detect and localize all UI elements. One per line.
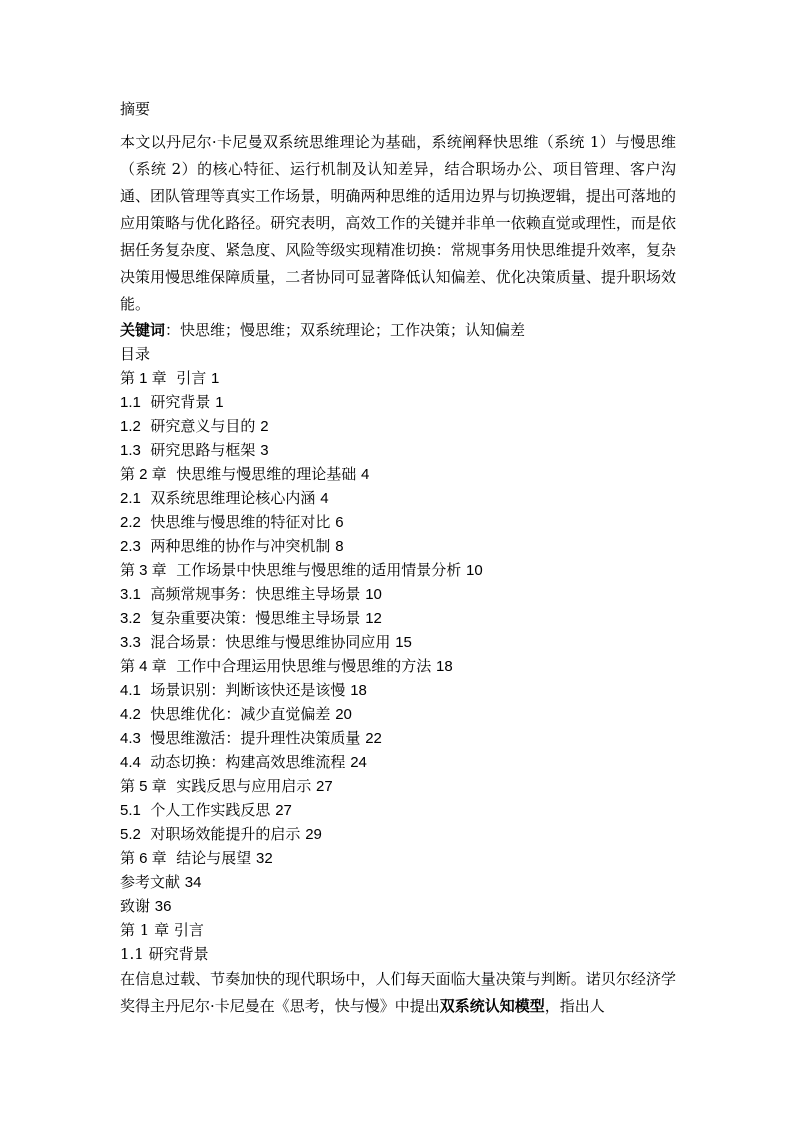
body-paragraph <box>120 966 676 1020</box>
toc-entry-page: 4 <box>361 466 370 483</box>
keywords-text: ：快思维；慢思维；双系统理论；工作决策；认知偏差 <box>165 321 526 339</box>
toc-entry <box>120 894 676 918</box>
toc-entry-page: 27 <box>275 802 292 819</box>
toc-entry-title: 双系统思维理论核心内涵 <box>150 489 316 507</box>
toc-entry <box>120 438 676 462</box>
toc-entry-number: 第 4 章 <box>120 658 167 675</box>
toc-entry-title: 对职场效能提升的启示 <box>150 825 301 843</box>
toc-entry-number: 4.3 <box>120 730 141 747</box>
toc-entry <box>120 630 676 654</box>
toc-entry <box>120 678 676 702</box>
toc-entry-title: 快思维优化：减少直觉偏差 <box>150 705 331 723</box>
toc-entry <box>120 486 676 510</box>
toc-entry <box>120 822 676 846</box>
toc-entry-number: 第 2 章 <box>120 466 167 483</box>
toc-entry-title: 致谢 <box>120 897 151 915</box>
document-content <box>120 97 676 1020</box>
toc-entry-number: 第 3 章 <box>120 562 167 579</box>
toc-entry <box>120 654 676 678</box>
toc-entry-number: 1.3 <box>120 442 141 459</box>
toc-entry-page: 29 <box>305 826 322 843</box>
toc-entry-page: 2 <box>260 418 269 435</box>
toc-entry-page: 20 <box>335 706 352 723</box>
keywords-label: 关键词 <box>120 321 166 339</box>
toc-entry <box>120 366 676 390</box>
toc-entry <box>120 558 676 582</box>
toc-entry <box>120 846 676 870</box>
toc-entry-number: 5.1 <box>120 802 141 819</box>
toc-entry-title: 研究思路与框架 <box>150 441 256 459</box>
toc-entry-title: 工作中合理运用快思维与慢思维的方法 <box>176 657 432 675</box>
abstract-body: 本文以丹尼尔·卡尼曼双系统思维理论为基础，系统阐释快思维（系统 1）与慢思维（系统 2）的核心特征、运行机制及认知差异，结合职场办公、项目管理、客户沟通、团队管理等真实工作场景，明确两种思维的适用边界与切换逻辑，提出可落地的应用策略与优化路径。研究表明，高效工作的关键并非单一依赖直觉或理性，而是依据任务复杂度、紧急度、风险等级实现精准切换：常规事务用快思维提升效率，复杂决策用慢思维保障质量，二者协同可显著降低认知偏差、优化决策质量、提升职场效能。 <box>120 133 676 313</box>
toc-entry-number: 2.1 <box>120 490 141 507</box>
toc-entry <box>120 606 676 630</box>
keywords-line <box>120 318 676 342</box>
toc-entry <box>120 798 676 822</box>
toc-entry-number: 3.3 <box>120 634 141 651</box>
toc-entry-number: 4.1 <box>120 682 141 699</box>
toc-entry <box>120 534 676 558</box>
toc-entry <box>120 750 676 774</box>
toc-entry <box>120 462 676 486</box>
toc-entry-page: 18 <box>436 658 453 675</box>
toc-entry-title: 个人工作实践反思 <box>150 801 271 819</box>
toc-entry <box>120 390 676 414</box>
toc-entry-page: 4 <box>320 490 329 507</box>
body-paragraph-emphasis: 双系统认知模型 <box>439 997 545 1015</box>
toc-entry-page: 1 <box>211 370 220 387</box>
toc-entry-title: 参考文献 <box>120 873 181 891</box>
toc-entry-page: 6 <box>335 514 344 531</box>
toc-entry-number: 4.4 <box>120 754 141 771</box>
toc-entry-title: 混合场景：快思维与慢思维协同应用 <box>150 633 391 651</box>
toc-entry-page: 32 <box>256 850 273 867</box>
toc-entry-title: 高频常规事务：快思维主导场景 <box>150 585 361 603</box>
toc-entry-page: 8 <box>335 538 344 555</box>
toc-entry-title: 快思维与慢思维的理论基础 <box>176 465 357 483</box>
toc-entry-title: 慢思维激活：提升理性决策质量 <box>150 729 361 747</box>
toc-entry-title: 快思维与慢思维的特征对比 <box>150 513 331 531</box>
toc-entry-number: 3.1 <box>120 586 141 603</box>
toc-entry <box>120 870 676 894</box>
abstract-title: 摘要 <box>120 100 151 118</box>
toc-entry-number: 1.1 <box>120 394 141 411</box>
toc-entry <box>120 726 676 750</box>
toc-entry-title: 研究背景 <box>150 393 211 411</box>
toc-title: 目录 <box>120 345 151 363</box>
toc-entry-number: 2.2 <box>120 514 141 531</box>
toc-entry <box>120 774 676 798</box>
toc-entry-number: 第 6 章 <box>120 850 167 867</box>
toc-entry-title: 两种思维的协作与冲突机制 <box>150 537 331 555</box>
toc-entry-number: 第 1 章 <box>120 370 167 387</box>
toc-entry-page: 1 <box>215 394 224 411</box>
body-paragraph-end: ，指出人 <box>544 997 605 1015</box>
toc-entry-page: 24 <box>350 754 367 771</box>
toc-entry-number: 5.2 <box>120 826 141 843</box>
toc-entry <box>120 582 676 606</box>
toc-entry-number: 2.3 <box>120 538 141 555</box>
body-paragraph-start: 在信息过载、节奏加快的现代职场中，人们每天面临大量决策与判断。诺贝尔经济学奖得主丹尼尔·卡尼曼在《思考，快与慢》中提出 <box>120 970 676 1015</box>
toc-list <box>120 366 676 918</box>
toc-entry-page: 12 <box>365 610 382 627</box>
toc-entry-title: 研究意义与目的 <box>150 417 256 435</box>
toc-entry-title: 复杂重要决策：慢思维主导场景 <box>150 609 361 627</box>
toc-entry-title: 场景识别：判断该快还是该慢 <box>150 681 346 699</box>
toc-entry-page: 15 <box>395 634 412 651</box>
toc-entry-page: 36 <box>154 898 172 915</box>
toc-entry-number: 1.2 <box>120 418 141 435</box>
toc-entry-title: 工作场景中快思维与慢思维的适用情景分析 <box>176 561 462 579</box>
toc-entry <box>120 414 676 438</box>
toc-entry-page: 27 <box>316 778 333 795</box>
toc-entry-title: 引言 <box>176 369 207 387</box>
toc-entry-title: 实践反思与应用启示 <box>176 777 312 795</box>
toc-entry-title: 结论与展望 <box>176 849 252 867</box>
toc-entry-number: 3.2 <box>120 610 141 627</box>
chapter-heading: 第 1 章 引言 <box>120 921 204 939</box>
toc-entry-page: 10 <box>365 586 382 603</box>
section-heading: 1.1 研究背景 <box>120 945 209 963</box>
toc-entry-page: 10 <box>466 562 483 579</box>
toc-entry-number: 4.2 <box>120 706 141 723</box>
toc-entry-page: 34 <box>184 874 202 891</box>
toc-entry <box>120 702 676 726</box>
toc-entry-title: 动态切换：构建高效思维流程 <box>150 753 346 771</box>
toc-entry-page: 3 <box>260 442 269 459</box>
toc-entry <box>120 510 676 534</box>
toc-entry-page: 22 <box>365 730 382 747</box>
toc-entry-number: 第 5 章 <box>120 778 167 795</box>
toc-entry-page: 18 <box>350 682 367 699</box>
